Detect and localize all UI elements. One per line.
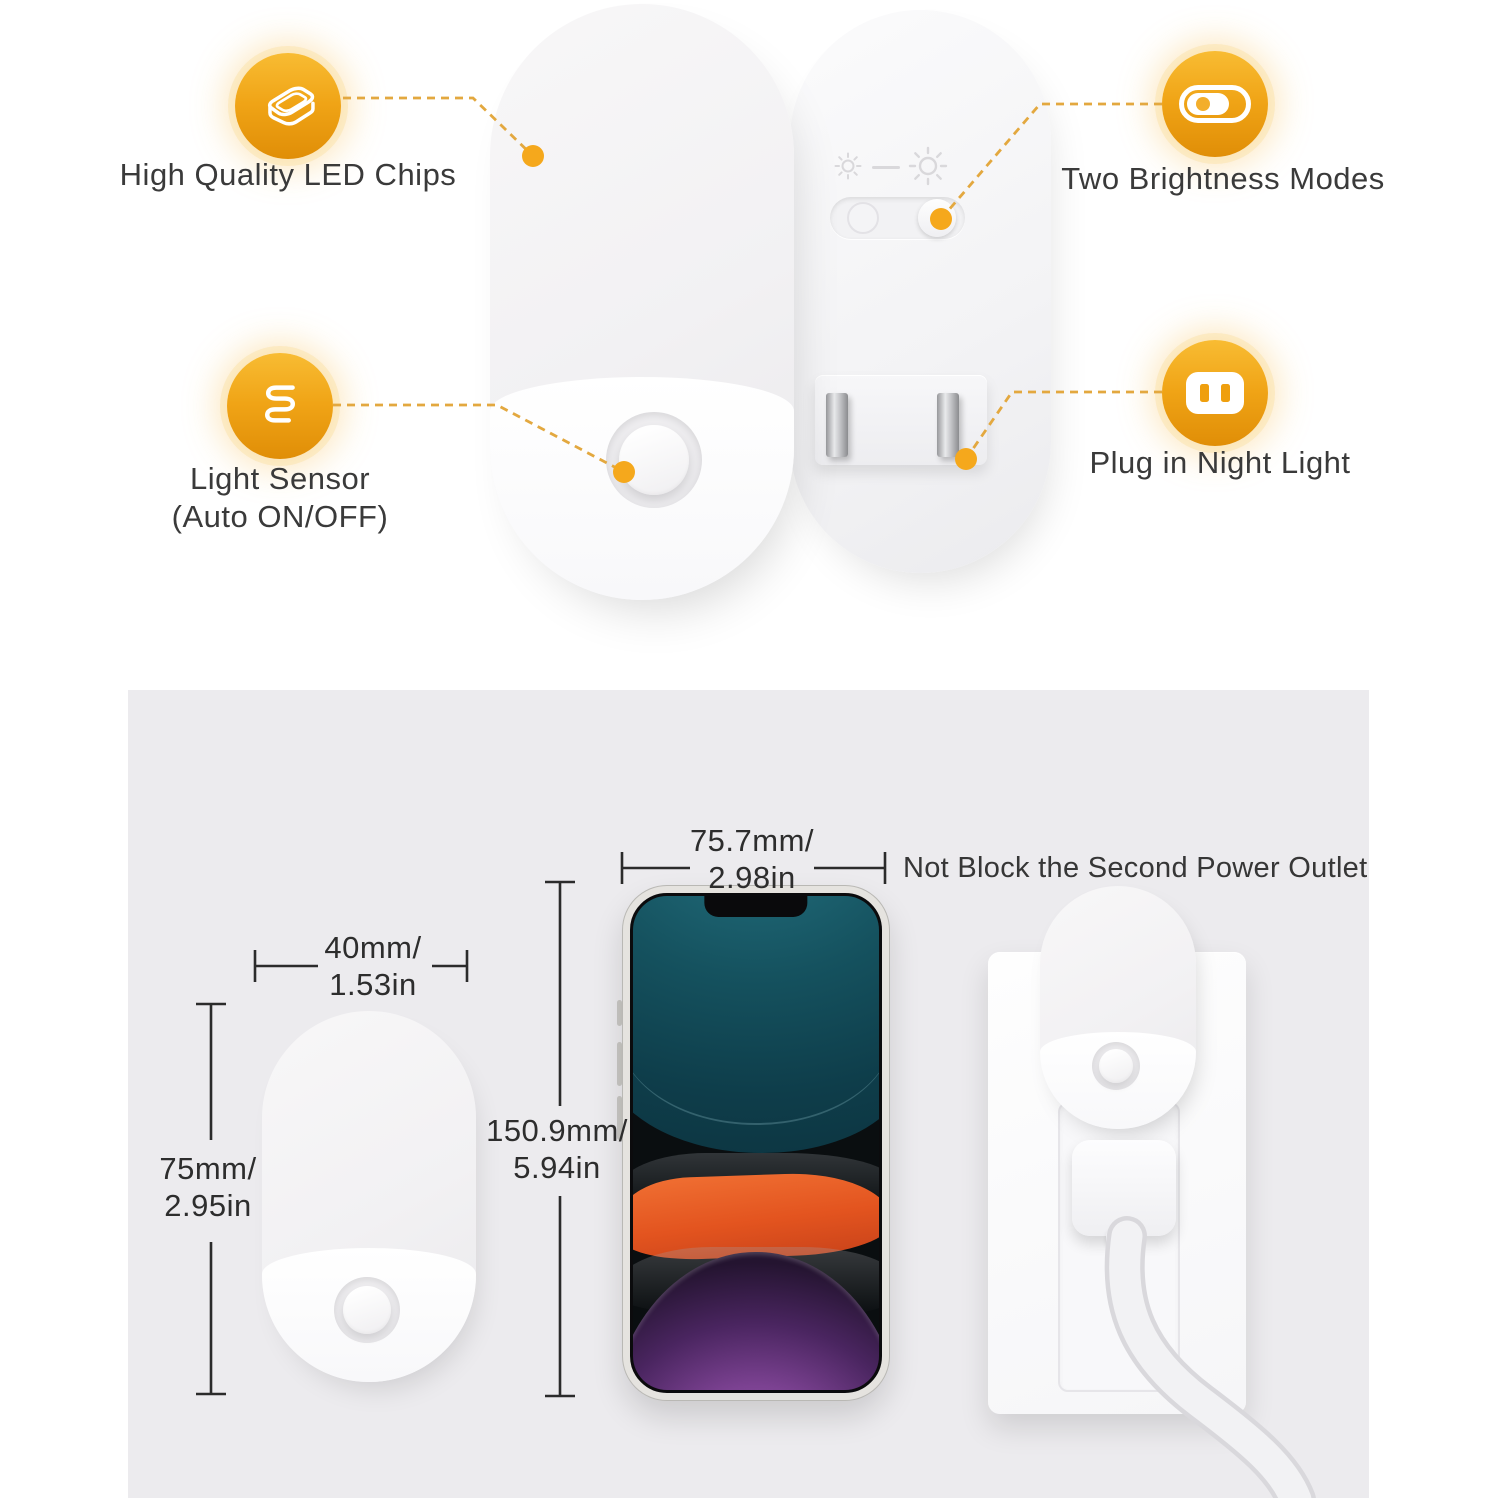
sun-dash [872,166,900,169]
toggle-switch-icon-pill [1187,93,1229,115]
dimension-width-phone-mm: 75.7mm/ [689,823,815,858]
toggle-switch-icon-knob [1196,97,1210,111]
dimension-width-small-mm: 40mm/ [324,930,422,965]
light-sensor-callout-badge [227,353,333,459]
plug-in-label [1010,444,1430,482]
plug-in-callout-badge [1162,340,1268,446]
light-sensor-label-line1: Light Sensor [189,461,371,496]
led-chips-callout-badge [235,53,341,159]
dimension-height-small [113,1150,303,1224]
brightness-switch-recess [830,197,965,239]
dimension-width-phone [657,822,847,896]
led-chip-icon [255,73,321,139]
dimension-height-phone-mm: 150.9mm/ [486,1113,628,1148]
smartphone-screen [633,896,879,1390]
phone-volume-up-button [617,1042,622,1086]
plug-bracket [815,375,987,465]
light-sensor-coil-icon [249,375,311,437]
dimension-width-small-in: 1.53in [329,967,417,1002]
light-sensor-label [70,460,490,536]
toggle-switch-icon [1179,85,1251,123]
phone-mute-switch [617,1000,622,1026]
brightness-modes-callout-badge [1162,51,1268,157]
power-outlet-icon [1186,372,1244,414]
dimension-height-small-in: 2.95in [164,1188,252,1223]
power-outlet-icon-slot-left [1200,384,1209,402]
light-sensor-label-line2: (Auto ON/OFF) [171,499,389,534]
brightness-modes-label-text: Two Brightness Modes [1061,161,1385,196]
light-sensor-dome [619,425,689,495]
outlet-note [903,852,1368,885]
night-light-back-view [790,10,1051,573]
brightness-switch-low-position [847,202,879,234]
wallpaper-teal-curve [633,936,879,1126]
dimension-height-phone [462,1112,652,1186]
charger-cable-collar [1106,1228,1142,1248]
plug-prong-right [937,393,959,457]
brightness-modes-label [1013,160,1433,198]
plug-prong-left [826,393,848,457]
bright-sun-icon [908,146,948,186]
light-sensor-dome [1099,1049,1133,1083]
dimension-height-phone-in: 5.94in [513,1150,601,1185]
led-chips-label-text: High Quality LED Chips [119,157,457,192]
power-outlet-icon-slot-right [1221,384,1230,402]
dimension-width-phone-in: 2.98in [708,860,796,895]
dimension-width-small [278,929,468,1003]
phone-notch [704,896,807,917]
plug-in-label-text: Plug in Night Light [1089,445,1351,480]
smartphone-size-reference [623,886,889,1400]
outlet-note-text: Not Block the Second Power Outlet [903,852,1368,884]
led-chips-label [78,156,498,194]
night-light-front-view [490,4,794,600]
charger-plug [1072,1140,1176,1236]
dim-sun-icon [834,152,862,180]
dimension-height-small-mm: 75mm/ [159,1151,257,1186]
brightness-switch-button [918,199,956,237]
light-sensor-dome [343,1286,391,1334]
night-light-plugged-in [1040,886,1196,1129]
